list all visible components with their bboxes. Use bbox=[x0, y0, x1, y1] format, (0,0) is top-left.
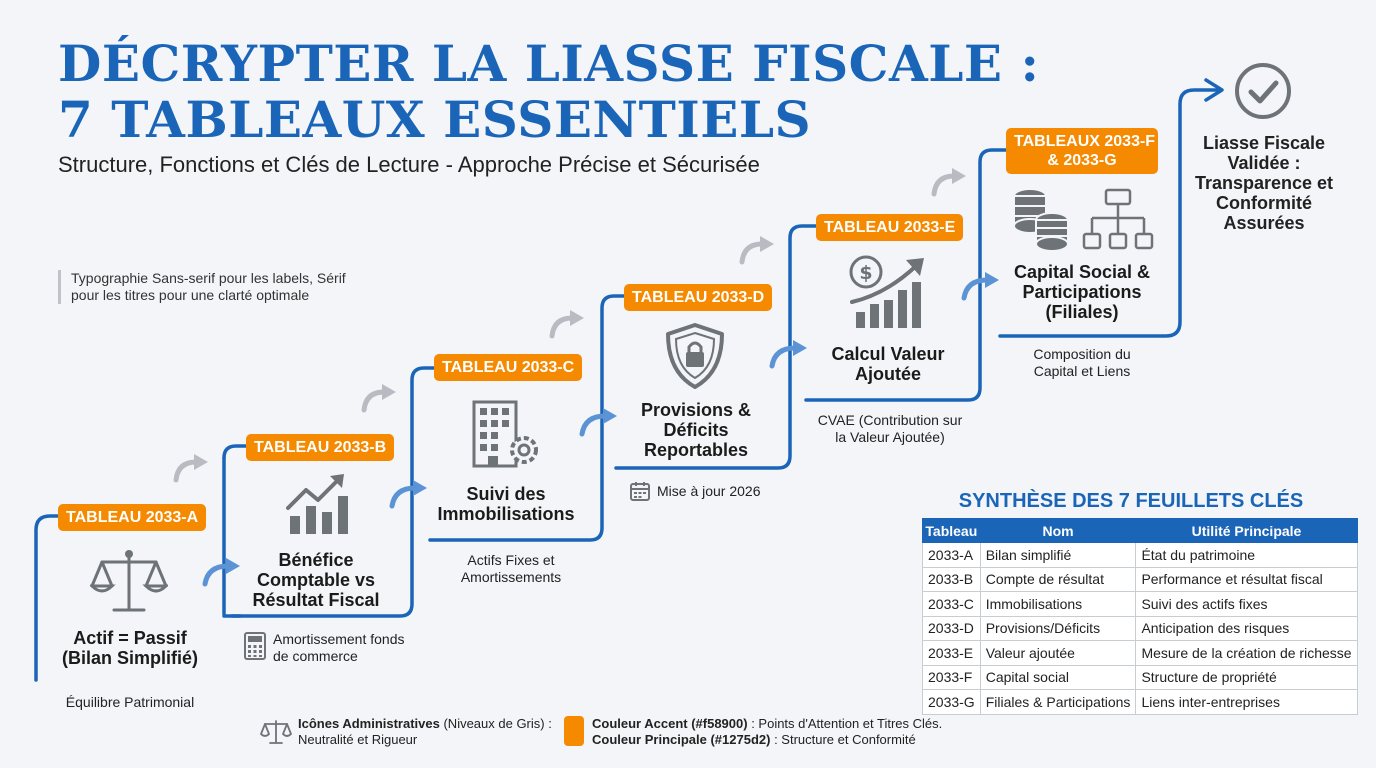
legend-scale-icon bbox=[260, 718, 292, 746]
table-cell: Capital social bbox=[980, 665, 1136, 690]
legend-icons: Icônes Administratives (Niveaux de Gris) : Neutralité et Rigueur bbox=[298, 716, 552, 747]
step-title-2033-a: Actif = Passif (Bilan Simplifié) bbox=[61, 628, 198, 668]
step-title-2033-d: Provisions & Déficits Reportables bbox=[640, 400, 752, 460]
step-title-2033-e: Calcul Valeur Ajoutée bbox=[831, 344, 945, 384]
coins-stack-icon bbox=[1010, 186, 1072, 252]
table-cell: Suivi des actifs fixes bbox=[1136, 592, 1357, 617]
table-cell: 2033-E bbox=[923, 641, 981, 666]
step-desc-2033-f-g: Composition du Capital et Liens bbox=[1033, 346, 1131, 379]
table-cell: 2033-D bbox=[923, 616, 981, 641]
calculator-icon bbox=[244, 632, 266, 660]
table-cell: 2033-G bbox=[923, 690, 981, 715]
badge-2033-f-g: TABLEAUX 2033-F & 2033-G bbox=[1006, 128, 1158, 174]
table-row bbox=[923, 616, 1358, 641]
table-cell: 2033-C bbox=[923, 592, 981, 617]
column-header-nom: Nom bbox=[980, 519, 1136, 543]
table-cell: État du patrimoine bbox=[1136, 543, 1357, 568]
title-line-1: DÉCRYPTER LA LIASSE FISCALE : bbox=[58, 34, 1040, 93]
table-cell: 2033-F bbox=[923, 665, 981, 690]
subtitle: Structure, Fonctions et Clés de Lecture - Approche Précise et Sécurisée bbox=[58, 152, 760, 177]
badge-2033-e: TABLEAU 2033-E bbox=[816, 214, 963, 241]
step-title-2033-b: Bénéfice Comptable vs Résultat Fiscal bbox=[252, 550, 380, 610]
table-cell: Structure de propriété bbox=[1136, 665, 1357, 690]
calendar-icon bbox=[630, 481, 650, 501]
table-row bbox=[923, 592, 1358, 617]
badge-2033-d: TABLEAU 2033-D bbox=[624, 284, 772, 311]
title-line-2: 7 TABLEAUX ESSENTIELS bbox=[58, 90, 812, 149]
building-gear-icon bbox=[470, 398, 542, 470]
synthesis-table-title: SYNTHÈSE DES 7 FEUILLETS CLÉS bbox=[958, 490, 1304, 512]
shield-lock-icon bbox=[664, 322, 726, 390]
accent-color-swatch bbox=[564, 716, 584, 746]
table-cell: Provisions/Déficits bbox=[980, 616, 1136, 641]
table-row bbox=[923, 543, 1358, 568]
column-header-tableau: Tableau bbox=[923, 519, 981, 543]
table-cell: Compte de résultat bbox=[980, 567, 1136, 592]
final-validation-text: Liasse Fiscale Validée : Transparence et Conformité Assurées bbox=[1194, 133, 1334, 233]
table-cell: Valeur ajoutée bbox=[980, 641, 1136, 666]
check-circle-icon bbox=[1234, 62, 1292, 120]
synthesis-table bbox=[922, 518, 1358, 715]
badge-2033-a: TABLEAU 2033-A bbox=[58, 504, 206, 531]
column-header-utilite: Utilité Principale bbox=[1136, 519, 1357, 543]
badge-2033-b: TABLEAU 2033-B bbox=[246, 434, 394, 461]
badge-2033-c: TABLEAU 2033-C bbox=[434, 354, 582, 381]
table-cell: Mesure de la création de richesse bbox=[1136, 641, 1357, 666]
growth-chart-icon bbox=[284, 472, 350, 538]
step-desc-2033-d: Mise à jour 2026 bbox=[657, 483, 761, 499]
legend-colors: Couleur Accent (#f58900) : Points d'Attention et Titres Clés. Couleur Principale (#1275d2) : Structure et Conformité bbox=[592, 716, 943, 747]
table-cell: Anticipation des risques bbox=[1136, 616, 1357, 641]
table-header-row bbox=[923, 519, 1358, 543]
table-row bbox=[923, 690, 1358, 715]
table-cell: Bilan simplifié bbox=[980, 543, 1136, 568]
table-cell: Liens inter-entreprises bbox=[1136, 690, 1357, 715]
table-cell: Filiales & Participations bbox=[980, 690, 1136, 715]
dollar-growth-icon bbox=[846, 254, 928, 330]
table-cell: Performance et résultat fiscal bbox=[1136, 567, 1357, 592]
typography-note: Typographie Sans-serif pour les labels, Sérif pour les titres pour une clarté optimale bbox=[58, 270, 358, 304]
svg-text:$: $ bbox=[859, 262, 873, 284]
table-row bbox=[923, 567, 1358, 592]
table-row bbox=[923, 665, 1358, 690]
step-desc-2033-b: Amortissement fonds de commerce bbox=[273, 631, 405, 664]
step-title-2033-f-g: Capital Social & Participations (Filiales) bbox=[1013, 262, 1151, 322]
balance-scale-icon bbox=[90, 548, 168, 618]
table-cell: 2033-A bbox=[923, 543, 981, 568]
table-cell: 2033-B bbox=[923, 567, 981, 592]
table-cell: Immobilisations bbox=[980, 592, 1136, 617]
table-row bbox=[923, 641, 1358, 666]
step-desc-2033-e: CVAE (Contribution sur la Valeur Ajoutée) bbox=[817, 412, 963, 445]
step-title-2033-c: Suivi des Immobilisations bbox=[437, 484, 575, 524]
org-chart-icon bbox=[1082, 188, 1154, 252]
step-desc-2033-a: Équilibre Patrimonial bbox=[65, 694, 195, 710]
step-desc-2033-c: Actifs Fixes et Amortissements bbox=[460, 552, 562, 585]
